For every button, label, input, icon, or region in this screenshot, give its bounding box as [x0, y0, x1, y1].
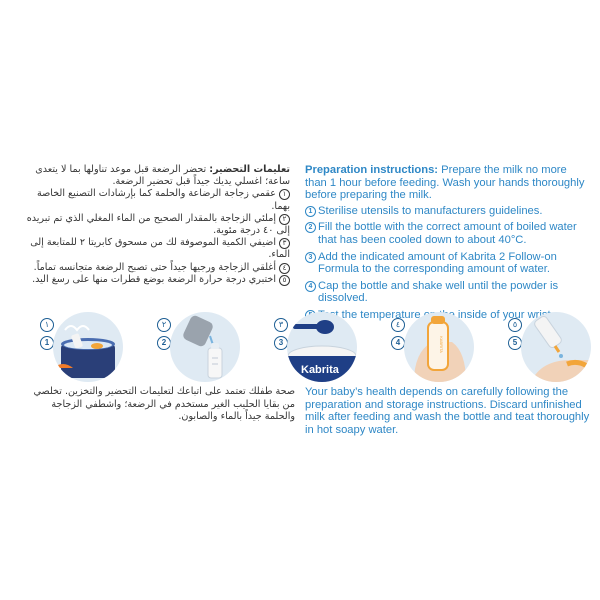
step-number-arabic: ٣ [274, 318, 288, 332]
kettle-pour-icon [170, 312, 240, 382]
english-step-text: the temperature inside of your [341, 308, 525, 321]
step-number: ١ [279, 189, 290, 200]
english-step [305, 221, 585, 246]
english-intro-text: Prepare the milk no more than 1 hour before feeding. Wash your hands thoroughly before preparing the milk. [305, 164, 585, 202]
english-footer: Your baby’s health depends on carefully following the preparation and storage instructions. Discard unfinished milk after feeding and wash the bottle and teat thoroughly in hot soapy water. [305, 386, 590, 436]
english-steps-list [305, 205, 585, 322]
sterilise-pot-icon [53, 312, 123, 382]
arabic-step-text: اختبري درجة حرارة الرضعة بوضع قطرات منها على رسغ اليد. [32, 273, 276, 285]
step-1-illustration [28, 312, 123, 394]
english-intro [305, 164, 585, 202]
step-number: 1 [305, 206, 316, 217]
step-number-arabic: ١ [40, 318, 54, 332]
step-number: ٥ [279, 275, 290, 286]
arabic-intro-text: تحضر الرضعة قبل موعد تناولها بما لا يتعدى ساعة؛ اغسلي يديك جيداً قبل تحضير الرضعة. [35, 164, 290, 188]
step-number: 4 [305, 281, 316, 292]
arabic-step [22, 262, 290, 274]
scoop-powder-icon [287, 312, 357, 382]
arabic-step [22, 237, 290, 261]
wrist-test-icon [521, 312, 591, 382]
english-step [305, 205, 585, 218]
brand-logo-text: Kabrita [301, 364, 339, 376]
english-heading: Preparation instructions: [305, 164, 439, 176]
arabic-step-text: أغلقي الزجاجة ورجيها جيداً حتى تصبح الرضعة متجانسه تماماً. [33, 261, 276, 273]
arabic-step-text: عقمي زجاجة الرضاعة والحلمة كما بإرشادات التصنيع الخاصة بهما. [36, 188, 290, 212]
arabic-step [22, 188, 290, 212]
step-4-illustration [379, 312, 474, 394]
english-step [305, 251, 585, 276]
arabic-steps-list [22, 188, 290, 286]
arabic-intro [22, 164, 290, 188]
step-number: 3 [305, 252, 316, 263]
arabic-step [22, 213, 290, 237]
english-step [305, 280, 585, 305]
arabic-step-text: اضيفي الكمية الموصوفة لك من مسحوق كابريتا ٢ للمتابعة إلى الماء. [30, 237, 290, 261]
step-number-english: 5 [508, 336, 522, 350]
step-2-illustration [145, 312, 240, 394]
english-step-text: Sterilise utensils to manufacturers guidelines. [318, 204, 543, 217]
english-step-text: Cap the bottle and shake well until the powder is dissolved. [318, 279, 559, 305]
arabic-footer: صحة طفلك تعتمد على اتباعك لتعليمات التحضير والتخزين. تخلصي من بقايا الحليب الغير مستخدم في الرضعة؛ واشطفي الزجاجة والحلمة جيداً بالماء والصابون. [33, 386, 295, 423]
step-5-illustration [496, 312, 591, 394]
step-number: ٤ [279, 263, 290, 274]
step-number: ٣ [279, 238, 290, 249]
english-instructions [305, 164, 585, 326]
step-3-illustration [262, 312, 357, 394]
step-number-english: 4 [391, 336, 405, 350]
step-number-arabic: ٤ [391, 318, 405, 332]
english-step-text: Fill the bottle with the correct amount of boiled water that has been cooled down to about 40°C. [318, 221, 577, 246]
shake-bottle-icon [404, 312, 474, 382]
step-number-english: 1 [40, 336, 54, 350]
arabic-step [22, 274, 290, 286]
arabic-heading: تعليمات التحضير: [209, 164, 290, 175]
step-number-english: 3 [274, 336, 288, 350]
bottle-brand-text: KABRITA [438, 336, 444, 353]
step-number-arabic: ٥ [508, 318, 522, 332]
english-step-text: Add the indicated amount of Kabrita 2 Follow-on Formula to the corresponding amount of water. [318, 250, 557, 276]
step-number-english: 2 [157, 336, 171, 350]
arabic-step-text: إملئي الزجاجة بالمقدار الصحيح من الماء المغلي الذي تم تبريده إلى ٤٠ درجة مئوية. [26, 212, 290, 237]
step-number: 2 [305, 222, 316, 233]
step-number: ٢ [279, 214, 290, 225]
arabic-instructions [22, 164, 290, 286]
step-number-arabic: ٢ [157, 318, 171, 332]
